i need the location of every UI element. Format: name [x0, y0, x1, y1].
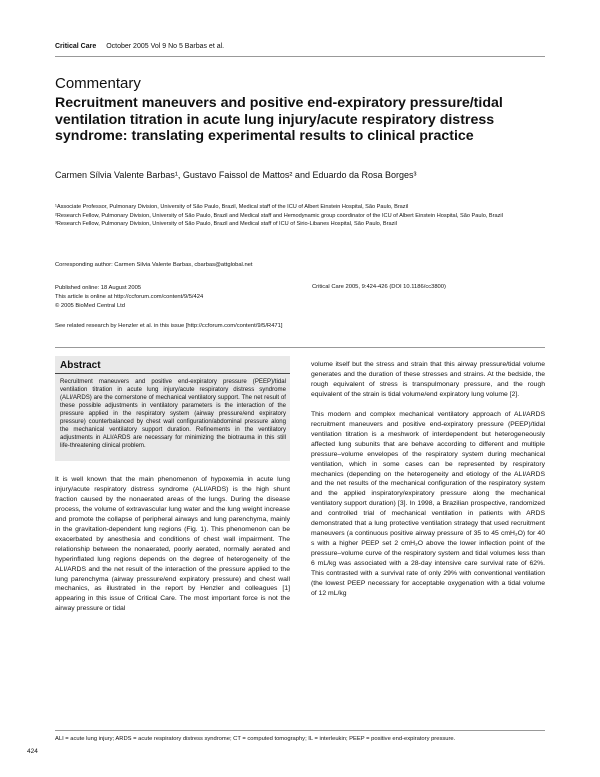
body-column-right — [311, 360, 545, 609]
published-date: Published online: 18 August 2005 — [55, 285, 142, 291]
footnote-divider — [55, 730, 545, 731]
author-list: Carmen Sílvia Valente Barbas¹, Gustavo Faissol de Mattos² and Eduardo da Rosa Borges³ — [55, 170, 417, 180]
section-label: Commentary — [55, 75, 141, 92]
issue-info: October 2005 Vol 9 No 5 Barbas et al. — [106, 43, 225, 50]
body-column-left — [55, 475, 290, 614]
abstract-heading: Abstract — [60, 360, 101, 371]
article-title: Recruitment maneuvers and positive end-expiratory pressure/tidal ventilation titration in acute lung injury/acute respiratory distress syndrome: translating experimental results to clinical practice — [55, 95, 503, 144]
page-number: 424 — [27, 748, 38, 755]
see-also-link[interactable]: See related research by Henzler et al. in this issue [http://ccforum.com/content/9/5/R471] — [55, 323, 283, 329]
abbreviations-footnote: ALI = acute lung injury; ARDS = acute respiratory distress syndrome; CT = computed tomography; IL = interleukin; PEEP = positive end-expiratory pressure. — [55, 736, 456, 742]
header-divider — [55, 56, 545, 57]
affiliation-2: ²Research Fellow, Pulmonary Division, University of São Paulo, Brazil and Medical staff and Hemodynamic group coordinator of the ICU of Albert Einstein Hospital, São Paulo, Brazil — [55, 212, 503, 219]
affiliation-1: ¹Associate Professor, Pulmonary Division, University of São Paulo, Brazil, Medical staff of the ICU of Albert Einstein Hospital, São Paulo, Brazil — [55, 204, 409, 210]
journal-name: Critical Care — [55, 43, 97, 50]
corresponding-author: Corresponding author: Carmen Silvia Valente Barbas, cbarbas@attglobal.net — [55, 262, 253, 268]
online-link[interactable]: This article is online at http://ccforum.com/content/9/5/424 — [55, 293, 204, 300]
body-divider — [55, 347, 545, 348]
paragraph: volume itself but the stress and strain that this airway pressure/tidal volume generates and the duration of these stresses and strains. At the bedside, the rough equivalent of stress is transpulmonary pressure, and the rough equivalent of the strain is tidal volume/end expiratory lung volume [2]. — [311, 361, 545, 398]
citation: Critical Care 2005, 9:424-426 (DOI 10.1186/cc3800) — [312, 284, 446, 290]
paragraph: It is well known that the main phenomenon of hypoxemia in acute lung injury/acute respiratory distress syndrome (ALI/ARDS) is the high shunt fraction caused by the nonaerated areas of the lungs. During the disease process, the volume of extravascular lung water and the lung weight increase and promote the collapse of peripheral airways and lung parenchyma, mainly in the gravitation-dependent lung regions (Fig. 1). This phenomenon can be exacerbated by anesthesia and conditions of chest wall impairment. The relationship between the nonaerated, poorly aerated, normally aerated and hyperinflated lung regions depends on the degree of heterogeneity of the ALI/ARDS and the net result of the interaction of the pressure applied to the lung parenchyma (airway pressure/end expiratory pressure) and chest wall mechanics, as illustrated in the report by Henzler and colleagues [1] appearing in this issue of Critical Care. The most important force is not the airway pressure or tidal — [55, 476, 290, 613]
abstract-rule — [55, 373, 290, 374]
publication-info — [55, 284, 305, 310]
affiliation-3: ³Research Fellow, Pulmonary Division, University of São Paulo, Brazil and Medical staff of ICU of Sirio-Libanes Hospital, São Paulo, Brazil — [55, 221, 397, 228]
abstract-text: Recruitment maneuvers and positive end-expiratory pressure (PEEP)/tidal ventilation titration in acute lung injury/acute respiratory distress syndrome (ALI/ARDS) are the cornerstone of mechanical ventilatory support. The net result of these possible adjustments in ventilatory parameters is the interaction of the pressure applied in the respiratory system (airway pressure/end expiratory pressure) counterbalanced by chest wall configuration/abdominal pressure along the mechanical ventilatory support duration. Refinements in the ventilatory adjustments in ALI/ARDS are necessary for minimizing the biotrauma in this still life-threatening clinical problem. — [60, 378, 286, 449]
copyright: © 2005 BioMed Central Ltd — [55, 302, 126, 309]
paragraph: This modern and complex mechanical ventilatory approach of ALI/ARDS recruitment maneuvers and positive end-expiratory pressure (PEEP)/tidal ventilation titration is a meshwork of interdependent but heterogeneously affected lung subunits that are behave according to different and multiple pressure–volume envelopes of the respiratory system during mechanical ventilation, which in some cases can be represented by respiratory mechanics (depending on the heterogeneity and etiology of the ALI/ARDS and the net results of the mechanical configuration of the respiratory system and the applied inspiratory/expiratory pressure along the mechanical ventilatory support duration) [3]. In 1998, a Brazilian prospective, randomized and controlled trial of mechanical ventilation in patients with ARDS demonstrated that a lung protective ventilation strategy that used recruitment maneuvers (a continuous positive airway pressure of 35 to 45 cmH₂O) for 40 s with a higher PEEP set 2 cmH₂O above the lower inflection point of the pressure–volume curve of the respiratory system and tidal volumes less than 6 mL/kg was associated with a 28-day intensive care survival rate of 62%. This contrasted with a survival rate of only 29% with conventional ventilation (the lowest PEEP necessary for acceptable oxygenation with a tidal volume of 12 mL/kg — [311, 410, 545, 597]
affiliations — [55, 203, 545, 229]
running-head — [55, 43, 224, 50]
